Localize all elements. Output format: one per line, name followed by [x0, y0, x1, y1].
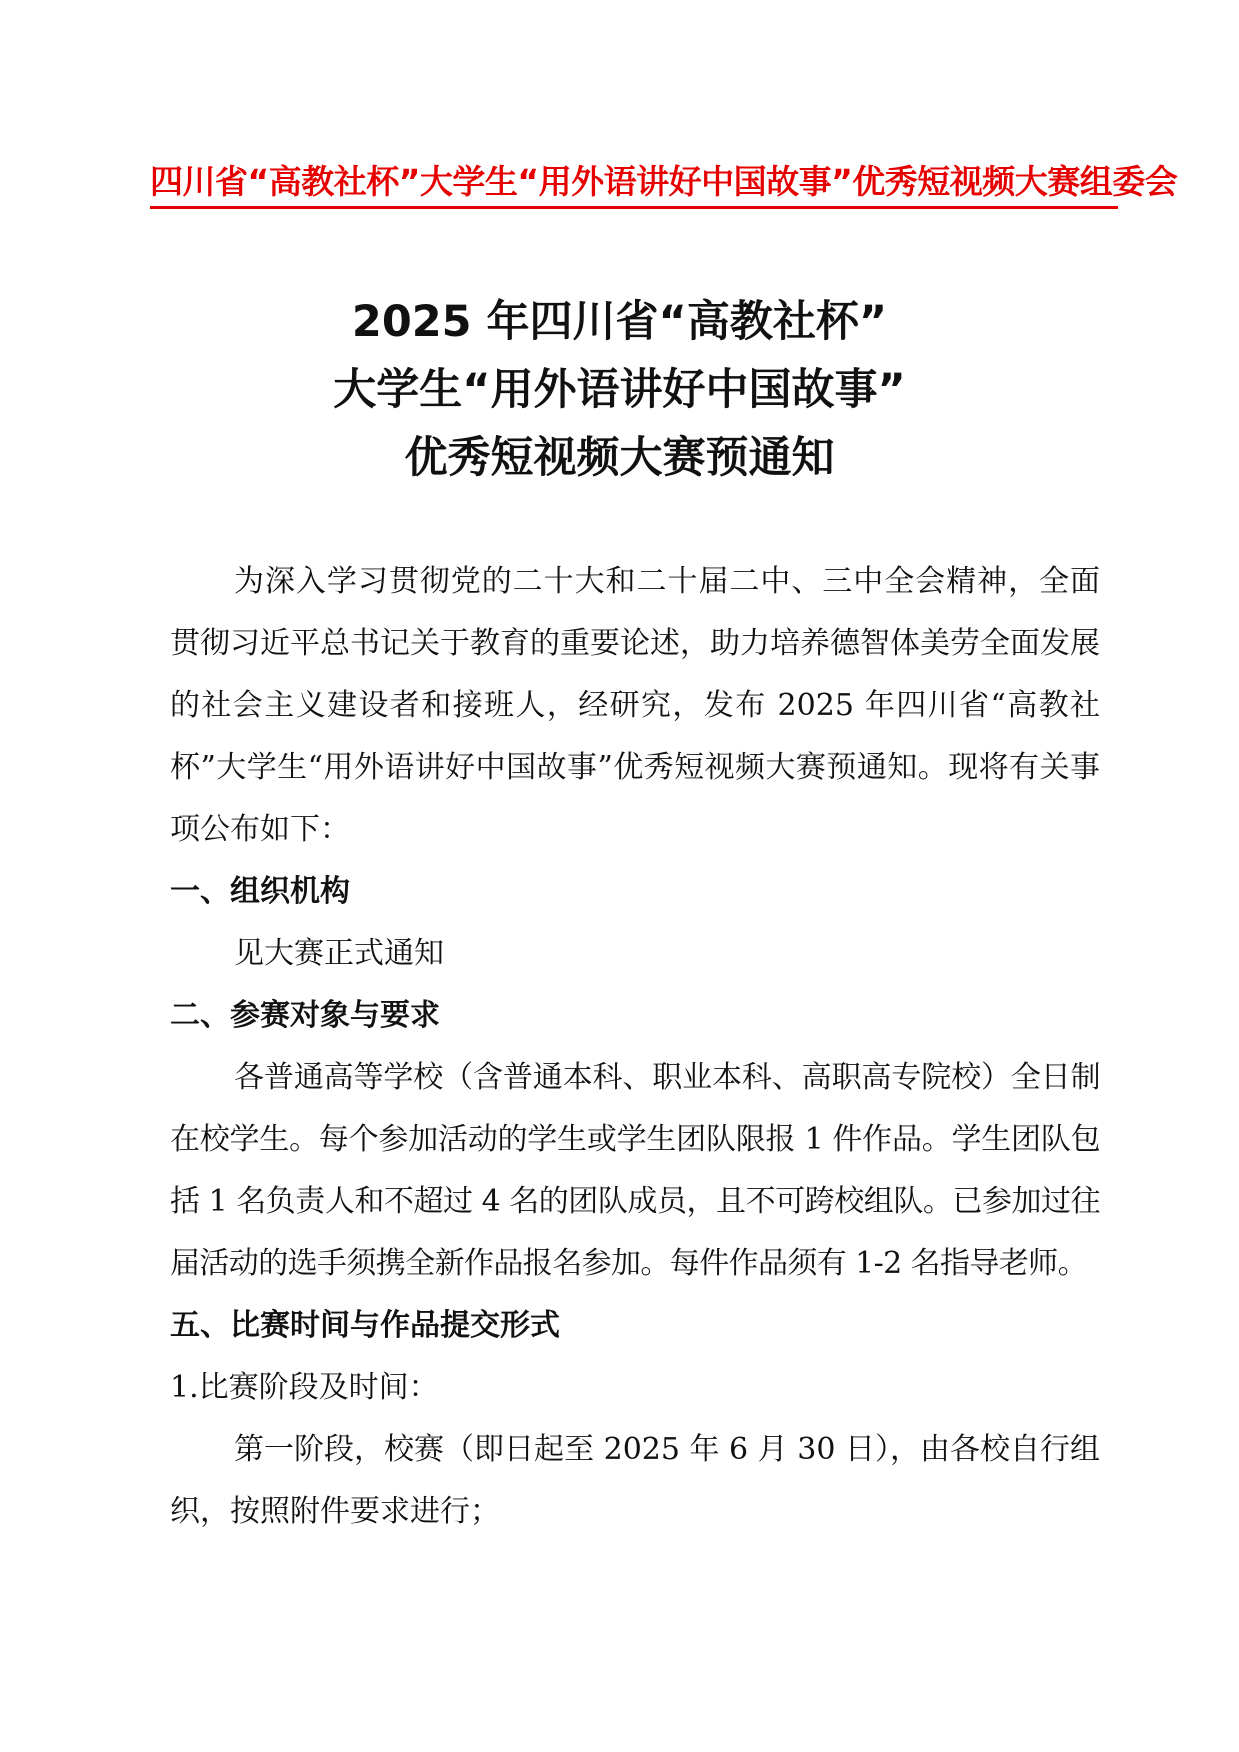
document-body: [170, 551, 1100, 1543]
document-title: [0, 288, 1239, 492]
section-heading-organization: 一、组织机构: [170, 874, 350, 909]
section-heading-participants: 二、参赛对象与要求: [170, 998, 440, 1033]
title-line-1: 2025 年四川省“高教社杯”: [351, 297, 888, 347]
schedule-stage-one: 第一阶段，校赛（即日起至 2025 年 6 月 30 日），由各校自行组织，按照附件要求进行；: [170, 1432, 1100, 1529]
title-line-3: 优秀短视频大赛预通知: [404, 433, 835, 483]
intro-paragraph: 为深入学习贯彻党的二十大和二十届二中、三中全会精神，全面贯彻习近平总书记关于教育的重要论述，助力培养德智体美劳全面发展的社会主义建设者和接班人，经研究，发布 2025 年四川省“高教社杯”大学生“用外语讲好中国故事”优秀短视频大赛预通知。现将有关事项公布如下：: [170, 564, 1100, 847]
section-content-organization: 见大赛正式通知: [234, 936, 444, 971]
section-heading-schedule: 五、比赛时间与作品提交形式: [170, 1308, 560, 1343]
schedule-subheading: 1.比赛阶段及时间：: [170, 1370, 439, 1405]
section-content-participants: 各普通高等学校（含普通本科、职业本科、高职高专院校）全日制在校学生。每个参加活动的学生或学生团队限报 1 件作品。学生团队包括 1 名负责人和不超过 4 名的团队成员，且不可跨校组队。已参加过往届活动的选手须携全新作品报名参加。每件作品须有 1-2 名指导老师。: [170, 1060, 1100, 1281]
title-line-2: 大学生“用外语讲好中国故事”: [333, 365, 906, 415]
organizer-header: 四川省“高教社杯”大学生“用外语讲好中国故事”优秀短视频大赛组委会: [150, 160, 1118, 209]
